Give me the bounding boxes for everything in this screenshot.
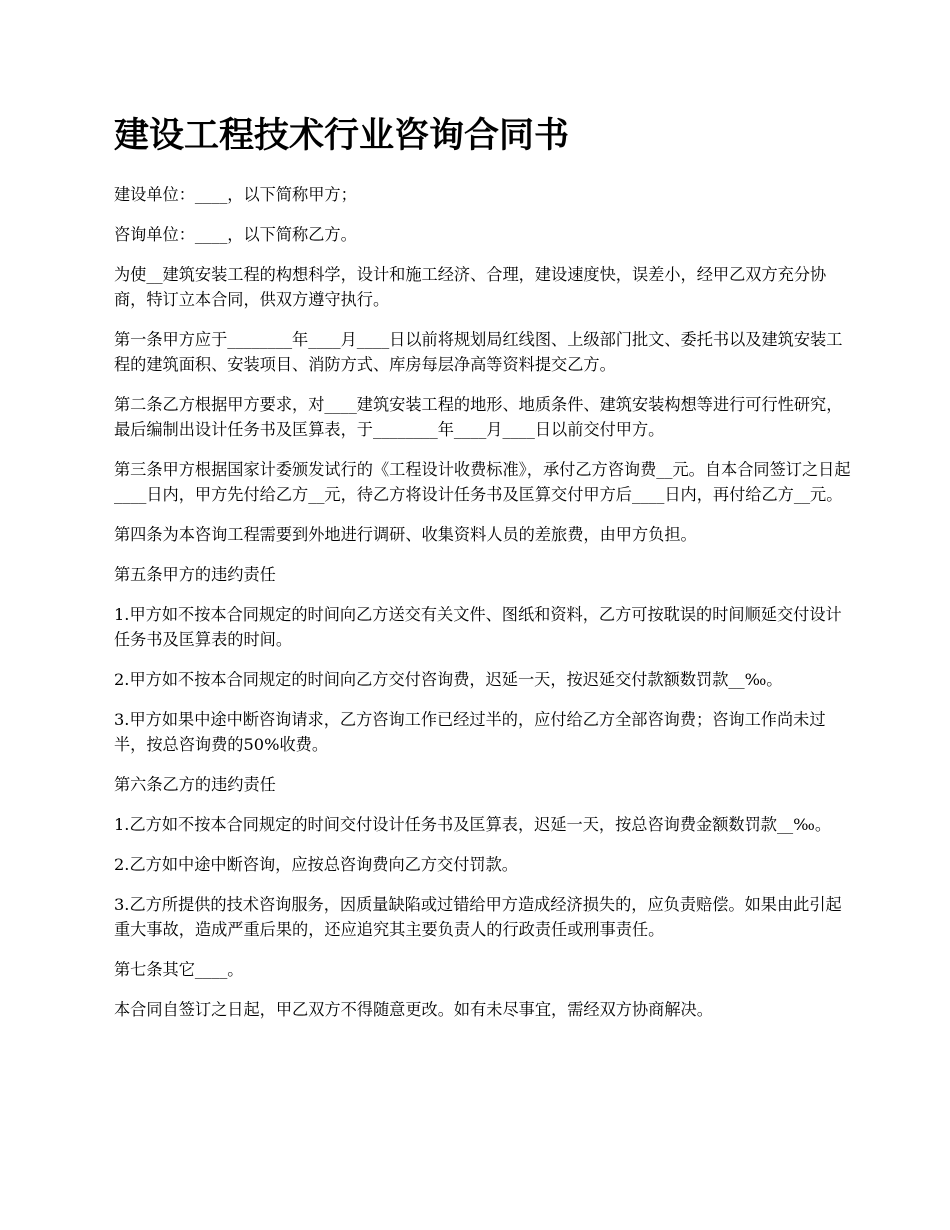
article-6-clause-2: 2.乙方如中途中断咨询，应按总咨询费向乙方交付罚款。: [114, 855, 518, 874]
article-2: 第二条乙方根据甲方要求，对____建筑安装工程的地形、地质条件、建筑安装构想等进行可行性研究，最后编制出设计任务书及匡算表，于________年____月____日以前交付甲方。: [114, 395, 843, 439]
article-5-clause-1: 1.甲方如不按本合同规定的时间向乙方送交有关文件、图纸和资料，乙方可按耽误的时间顺延交付设计任务书及匡算表的时间。: [114, 605, 842, 649]
article-6-clause-3: 3.乙方所提供的技术咨询服务，因质量缺陷或过错给甲方造成经济损失的，应负责赔偿。如果由此引起重大事故，造成严重后果的，还应追究其主要负责人的行政责任或刑事责任。: [114, 895, 842, 939]
party-b-line: 咨询单位：____，以下简称乙方。: [114, 225, 357, 244]
party-a-line: 建设单位：____，以下简称甲方；: [114, 185, 357, 204]
document-page: [114, 112, 854, 1037]
article-5-clause-2: 2.甲方如不按本合同规定的时间向乙方交付咨询费，迟延一天，按迟延交付款额数罚款__‰。: [114, 670, 783, 689]
article-6-heading: 第六条乙方的违约责任: [114, 775, 276, 794]
preamble-paragraph: 为使__建筑安装工程的构想科学，设计和施工经济、合理，建设速度快，误差小，经甲乙双方充分协商，特订立本合同，供双方遵守执行。: [114, 265, 827, 309]
article-3: 第三条甲方根据国家计委颁发试行的《工程设计收费标准》，承付乙方咨询费__元。自本合同签订之日起____日内，甲方先付给乙方__元，待乙方将设计任务书及匡算交付甲方后____日内，再付给乙方__元。: [114, 460, 851, 504]
article-6-clause-1: 1.乙方如不按本合同规定的时间交付设计任务书及匡算表，迟延一天，按总咨询费金额数罚款__‰。: [114, 815, 832, 834]
article-1: 第一条甲方应于________年____月____日以前将规划局红线图、上级部门批文、委托书以及建筑安装工程的建筑面积、安装项目、消防方式、库房每层净高等资料提交乙方。: [114, 330, 843, 374]
article-5-clause-3: 3.甲方如果中途中断咨询请求，乙方咨询工作已经过半的，应付给乙方全部咨询费；咨询工作尚未过半，按总咨询费的50%收费。: [114, 710, 826, 754]
article-7: 第七条其它____。: [114, 960, 244, 979]
closing-paragraph: 本合同自签订之日起，甲乙双方不得随意更改。如有未尽事宜，需经双方协商解决。: [114, 1000, 713, 1019]
article-5-heading: 第五条甲方的违约责任: [114, 565, 276, 584]
document-title: 建设工程技术行业咨询合同书: [114, 116, 570, 156]
article-4: 第四条为本咨询工程需要到外地进行调研、收集资料人员的差旅费，由甲方负担。: [114, 525, 697, 544]
